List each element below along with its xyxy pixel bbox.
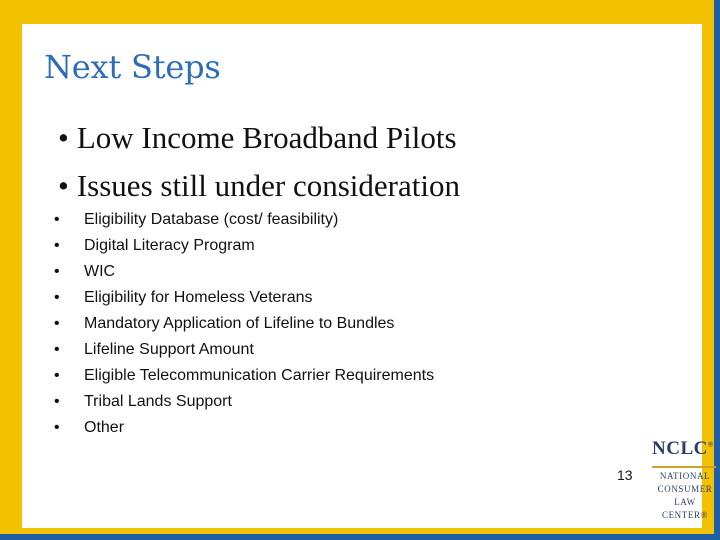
logo-line-center: CENTER® [661, 510, 709, 520]
bullet-icon: • [54, 419, 60, 436]
registered-mark: ® [707, 440, 714, 449]
logo-line-consumer: CONSUMER [657, 484, 713, 494]
bullet-icon: • [54, 211, 60, 228]
sub-bullet-item [54, 389, 434, 415]
main-bullet-list [58, 114, 460, 210]
main-bullet-text: Low Income Broadband Pilots [76, 120, 457, 155]
sub-bullet-item [54, 311, 434, 337]
bullet-icon: • [58, 168, 69, 203]
sub-bullet-list [54, 207, 434, 441]
bullet-icon: • [54, 237, 60, 254]
sub-bullet-item [54, 363, 434, 389]
bullet-icon: • [54, 263, 60, 280]
bullet-icon: • [58, 120, 69, 155]
main-bullet-item [58, 114, 460, 162]
sub-bullet-item [54, 337, 434, 363]
sub-bullet-text: Tribal Lands Support [84, 393, 232, 410]
main-bullet-item [58, 162, 460, 210]
sub-bullet-text: Mandatory Application of Lifeline to Bundles [84, 315, 395, 332]
sub-bullet-text: Eligible Telecommunication Carrier Requirements [84, 367, 435, 384]
bullet-icon: • [54, 315, 60, 332]
logo-line-national: NATIONAL [659, 471, 711, 481]
sub-bullet-text: Digital Literacy Program [84, 237, 255, 254]
slide-title: Next Steps [44, 48, 221, 86]
bullet-icon: • [54, 393, 60, 410]
logo-abbreviation [652, 438, 720, 460]
sub-bullet-item [54, 415, 434, 441]
main-bullet-text: Issues still under consideration [76, 168, 460, 203]
sub-bullet-text: Other [84, 419, 125, 436]
logo-divider [652, 466, 716, 468]
page-number: 13 [617, 467, 633, 483]
sub-bullet-item [54, 259, 434, 285]
sub-bullet-item [54, 285, 434, 311]
sub-bullet-text: WIC [84, 263, 116, 280]
sub-bullet-text: Eligibility Database (cost/ feasibility) [84, 211, 339, 228]
sub-bullet-item [54, 207, 434, 233]
sub-bullet-text: Eligibility for Homeless Veterans [84, 289, 313, 306]
bullet-icon: • [54, 289, 60, 306]
logo-line-law: LAW [674, 497, 696, 507]
bullet-icon: • [54, 367, 60, 384]
nclc-logo [648, 436, 720, 540]
sub-bullet-item [54, 233, 434, 259]
sub-bullet-text: Lifeline Support Amount [84, 341, 254, 358]
logo-abbr-text: NCLC [652, 438, 708, 459]
bullet-icon: • [54, 341, 60, 358]
